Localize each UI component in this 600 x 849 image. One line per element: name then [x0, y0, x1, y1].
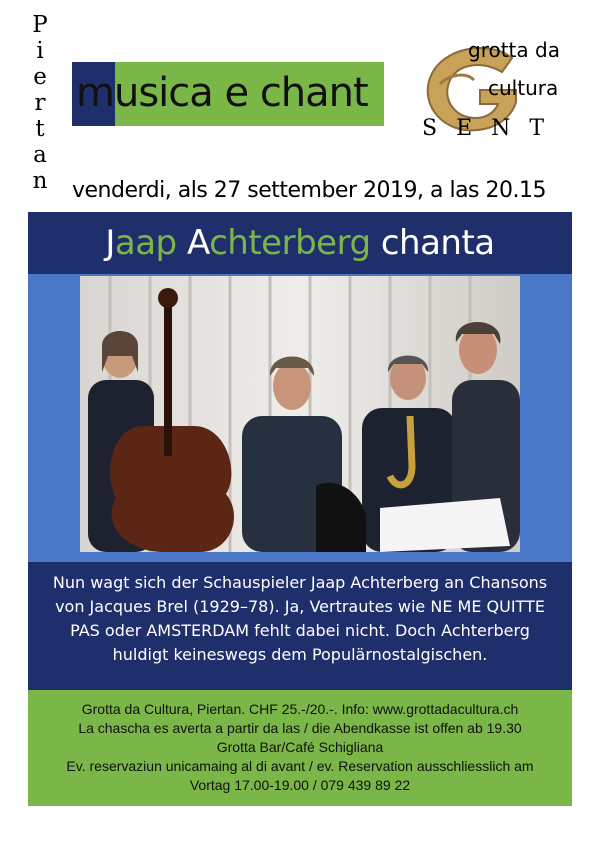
info-line: Ev. reservaziun unicamaing al di avant / ev. Reservation ausschliesslich am — [66, 758, 534, 774]
grotta-logo — [420, 32, 580, 142]
event-title — [28, 212, 572, 274]
title-part: J — [105, 223, 115, 263]
vertical-letter: t — [35, 116, 45, 142]
banner-title: musica e chant — [76, 70, 368, 116]
title-part: A — [186, 223, 210, 263]
description-line: Nun wagt sich der Schauspieler Jaap Achterberg an Chansons — [52, 573, 548, 592]
vertical-letter: e — [33, 64, 47, 90]
info-line: La chascha es averta a partir da las / die Abendkasse ist offen ab 19.30 — [78, 720, 522, 736]
series-banner — [72, 62, 384, 126]
info-line: Grotta da Cultura, Piertan. CHF 25.-/20.-. Info: www.grottadacultura.ch — [81, 701, 519, 717]
logo-text-line1: grotta da — [468, 38, 560, 62]
description-line: von Jacques Brel (1929–78). Ja, Vertrautes wie NE ME QUITTE — [55, 597, 545, 616]
vertical-letter: a — [33, 142, 47, 168]
event-description — [28, 562, 572, 690]
vertical-letter: n — [32, 168, 48, 194]
info-line: Grotta Bar/Café Schigliana — [216, 739, 384, 755]
description-line: PAS oder AMSTERDAM fehlt dabei nicht. Doch Achterberg — [70, 621, 530, 640]
logo-text-line2: cultura — [488, 76, 559, 100]
vertical-location-text — [30, 12, 50, 194]
title-part: chanta — [370, 223, 495, 263]
vertical-letter: r — [34, 90, 46, 116]
title-part: chterberg — [209, 223, 371, 263]
vertical-letter: P — [32, 12, 48, 38]
title-part: aap — [114, 223, 187, 263]
vertical-letter: i — [36, 38, 44, 64]
venue-info — [28, 690, 572, 806]
logo-text-line3: SENT — [422, 116, 564, 141]
description-line: huldigt keineswegs dem Populärnostalgischen. — [112, 645, 488, 664]
band-photo — [80, 276, 520, 552]
photo-frame — [28, 274, 572, 562]
event-date: venderdi, als 27 settember 2019, a las 20.15 — [72, 178, 546, 203]
info-line: Vortag 17.00-19.00 / 079 439 89 22 — [189, 777, 411, 793]
